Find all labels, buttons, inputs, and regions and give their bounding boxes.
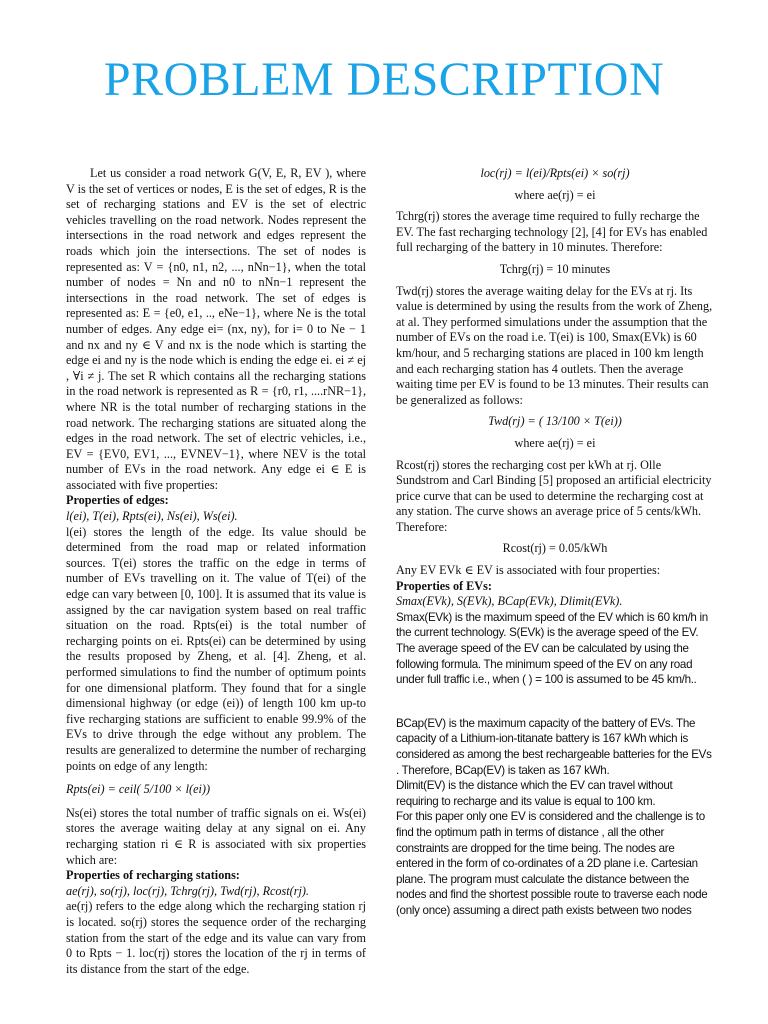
loc-where-clause: where ae(rj) = ei [514, 187, 596, 202]
rpts-equation: Rpts(ei) = ceil( 5/100 × l(ei)) [66, 782, 211, 797]
station-properties-paragraph: ae(rj) refers to the edge along which the recharging station rj is located. so(rj) stores the sequence order of the recharging station from the start of the edge and its value can vary from 0 to Rpts − 1. loc(rj) stores the location of the rj in terms of its distance from the start of the edge. [66, 899, 366, 976]
speed-paragraph: Smax(EVk) is the maximum speed of the EV which is 60 km/h in the current technology. S(EVk) is the average speed of the EV. The average speed of the EV can be calculated by using the following formula. The minimum speed of the EV on any road under full traffic i.e., when ( ) = 100 is assumed to be 45 km/h.. [396, 610, 708, 687]
page-title: PROBLEM DESCRIPTION [103, 53, 665, 106]
stations-heading: Properties of recharging stations: [66, 868, 240, 883]
left-column [66, 166, 366, 977]
bcap-paragraph: BCap(EV) is the maximum capacity of the battery of EVs. The capacity of a Lithium-ion-titanate battery is 167 kWh which is considered as among the best rechargeable batteries for the EVs . Therefore, BCap(EV) is taken as 167 kWh. [396, 716, 712, 777]
tchrg-equation: Tchrg(rj) = 10 minutes [499, 261, 611, 276]
right-column [396, 160, 714, 919]
dlimit-paragraph: Dlimit(EV) is the distance which the EV can travel without requiring to recharge and its value is equal to 100 km. [396, 779, 673, 808]
loc-equation: loc(rj) = l(ei)/Rpts(ei) × so(rj) [480, 166, 630, 180]
twd-where-clause: where ae(rj) = ei [514, 435, 596, 450]
edge-properties-paragraph: l(ei) stores the length of the edge. Its value should be determined from the road map or related information sources. T(ei) stores the traffic on the edge in terms of number of EVs travelling on it. The value of T(ei) of the edge can vary between [0, 100]. It is assumed that its value is assigned by the car navigation system based on real traffic situation on the road. Rpts(ei) is the total number of recharging points on ei. Rpts(ei) can be determined by using the results proposed by Zheng, et al. [4]. Zheng, et al. performed simulations to find the number of optimum points for one dimensional platform. They found that for a single dimensional highway (or edge (ei)) of length 100 km up-to five recharging stations are sufficient to enable 99.9% of the EVs to drive through the edge without any problem. The results are generalized to determine the number of recharging points on edge of any length: [66, 524, 366, 773]
twd-paragraph: Twd(rj) stores the average waiting delay for the EVs at rj. Its value is determined by using the results from the work of Zheng, at al. They performed simulations under the assumption that the number of EVs on the road i.e. T(ei) is 100, Smax(EVk) is 60 km/hour, and 5 recharging stations are placed in 100 km length and each recharging station has 4 outlets. Then the average waiting time per EV is found to be 13 minutes. Their results can be generalized as follows: [396, 283, 713, 407]
twd-equation: Twd(rj) = ( 13/100 × T(ei)) [488, 414, 622, 429]
section-gap [396, 688, 714, 716]
tchrg-paragraph: Tchrg(rj) stores the average time required to fully recharge the EV. The fast recharging technology [2], [4] for EVs has enabled full recharging of the battery in 10 minutes. Therefore: [396, 209, 708, 255]
rcost-equation: Rcost(rj) = 0.05/kWh [502, 541, 608, 556]
station-properties-list: ae(rj), so(rj), loc(rj), Tchrg(rj), Twd(rj), Rcost(rj). [66, 883, 309, 898]
ev-heading: Properties of EVs: [396, 578, 492, 593]
edges-heading: Properties of edges: [66, 493, 169, 508]
intro-paragraph: Let us consider a road network G(V, E, R, EV ), where V is the set of vertices or nodes, E is the set of edges, R is the set of recharging stations and EV is the set of electric vehicles travelling on the road network. Nodes represent the intersections in the road network and edges represent the roads which join the intersections. The set of nodes is represented as: V = {n0, n1, n2, ..., nNn−1}, when the total number of nodes = Nn and n0 to nNn−1 represent the intersections in the road network. The set of edges is represented as: E = {e0, e1, .., eNe−1}, where Ne is the total number of edges. Any edge ei= (nx, ny), for i= 0 to Ne − 1 and nx and ny ∈ V and nx is the node which is starting the edge ei and ny is the node which is ending the edge ei. ei ≠ ej , ∀i ≠ j. The set R which contains all the recharging stations in the road network is represented as R = {r0, r1, ....rNR−1}, where NR is the total number of recharging stations in the road network. The recharging stations are situated along the edges in the road network. The set of electric vehicles, i.e., EV = {EV0, EV1, ..., EVNEV−1}, where NEV is the total number of EVs in the road network. Any edge ei ∈ E is associated with five properties: [66, 166, 366, 492]
rcost-paragraph: Rcost(rj) stores the recharging cost per kWh at rj. Olle Sundstrom and Carl Binding [5] proposed an artificial electricity price curve that can be used to determine the recharging cost at any station. The curve shows an average price of 5 cents/kWh. Therefore: [396, 457, 712, 534]
edge-properties-list: l(ei), T(ei), Rpts(ei), Ns(ei), Ws(ei). [66, 509, 238, 524]
scope-paragraph: For this paper only one EV is considered and the challenge is to find the optimum path in terms of distance , all the other constraints are dropped for the time being. The nodes are entered in the form of co-ordinates of a 2D plane i.e. Cartesian plane. The program must calculate the distance between the nodes and find the shortest possible route to traverse each node (only once) assuming a direct path exists between two nodes [396, 810, 708, 917]
ev-properties-list: Smax(EVk), S(EVk), BCap(EVk), Dlimit(EVk). [396, 594, 623, 609]
ev-intro: Any EV EVk ∈ EV is associated with four properties: [396, 563, 661, 578]
signals-paragraph: Ns(ei) stores the total number of traffic signals on ei. Ws(ei) stores the average waiting delay at any signal on ei. Any recharging station ri ∈ R is associated with six properties which are: [66, 805, 366, 867]
